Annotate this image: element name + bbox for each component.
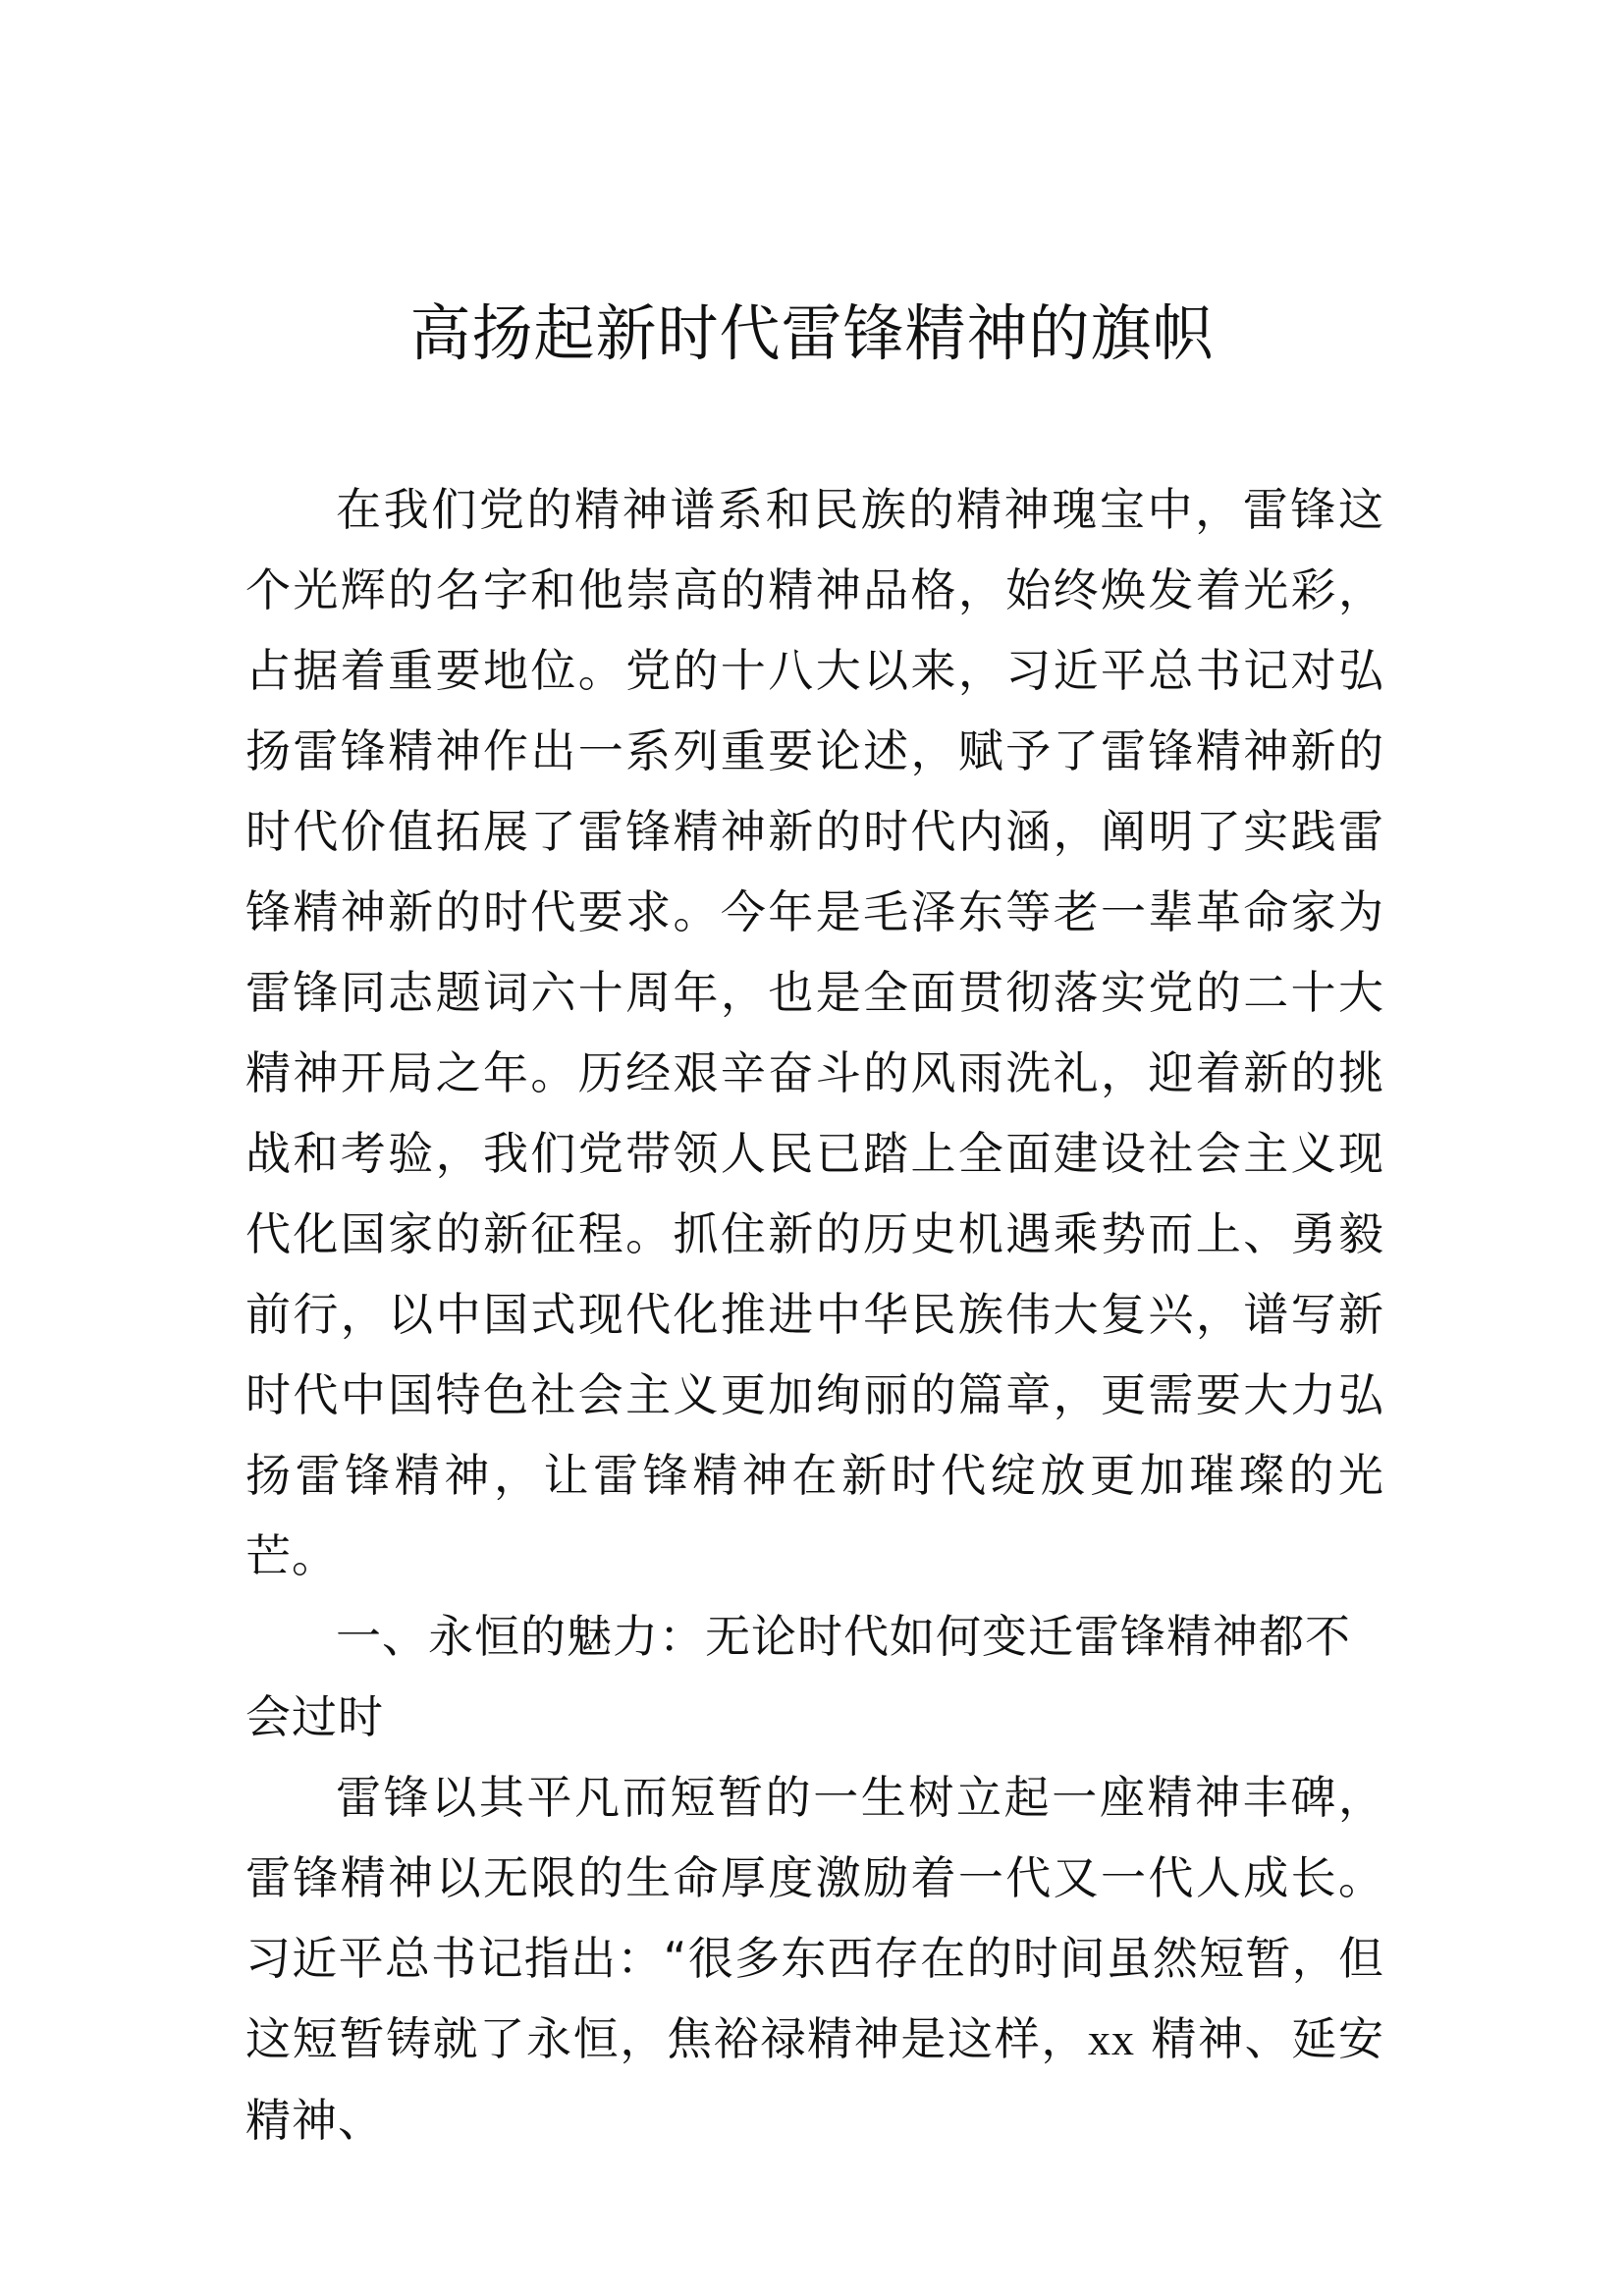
document-body	[245, 469, 1384, 2161]
paragraph-2-text-b: 精神、延安精神、	[245, 2012, 1385, 2147]
section-heading-1: 一、永恒的魅力：无论时代如何变迁雷锋精神都不会过时	[245, 1610, 1351, 1743]
paragraph-2-text-a: 雷锋以其平凡而短暂的一生树立起一座精神丰碑，雷锋精神以无限的生命厚度激励着一代又一代人成长。习近平总书记指出：“很多东西存在的时间虽然短暂，但这短暂铸就了永恒，焦裕禄精神是这样，	[245, 1771, 1384, 2065]
paragraph-2-latin: xx	[1088, 2014, 1136, 2064]
paragraph-1: 在我们党的精神谱系和民族的精神瑰宝中，雷锋这个光辉的名字和他崇高的精神品格，始终焕发着光彩，占据着重要地位。党的十八大以来，习近平总书记对弘扬雷锋精神作出一系列重要论述，赋予了雷锋精神新的时代价值拓展了雷锋精神新的时代内涵，阐明了实践雷锋精神新的时代要求。今年是毛泽东等老一辈革命家为雷锋同志题词六十周年，也是全面贯彻落实党的二十大精神开局之年。历经艰辛奋斗的风雨洗礼，迎着新的挑战和考验，我们党带领人民已踏上全面建设社会主义现代化国家的新征程。抓住新的历史机遇乘势而上、勇毅前行，以中国式现代化推进中华民族伟大复兴，谱写新时代中国特色社会主义更加绚丽的篇章，更需要大力弘扬雷锋精神，让雷锋精神在新时代绽放更加璀璨的光芒。	[245, 483, 1384, 1582]
paragraph-2	[245, 1757, 1384, 2161]
document-title: 高扬起新时代雷锋精神的旗帜	[409, 297, 1215, 369]
